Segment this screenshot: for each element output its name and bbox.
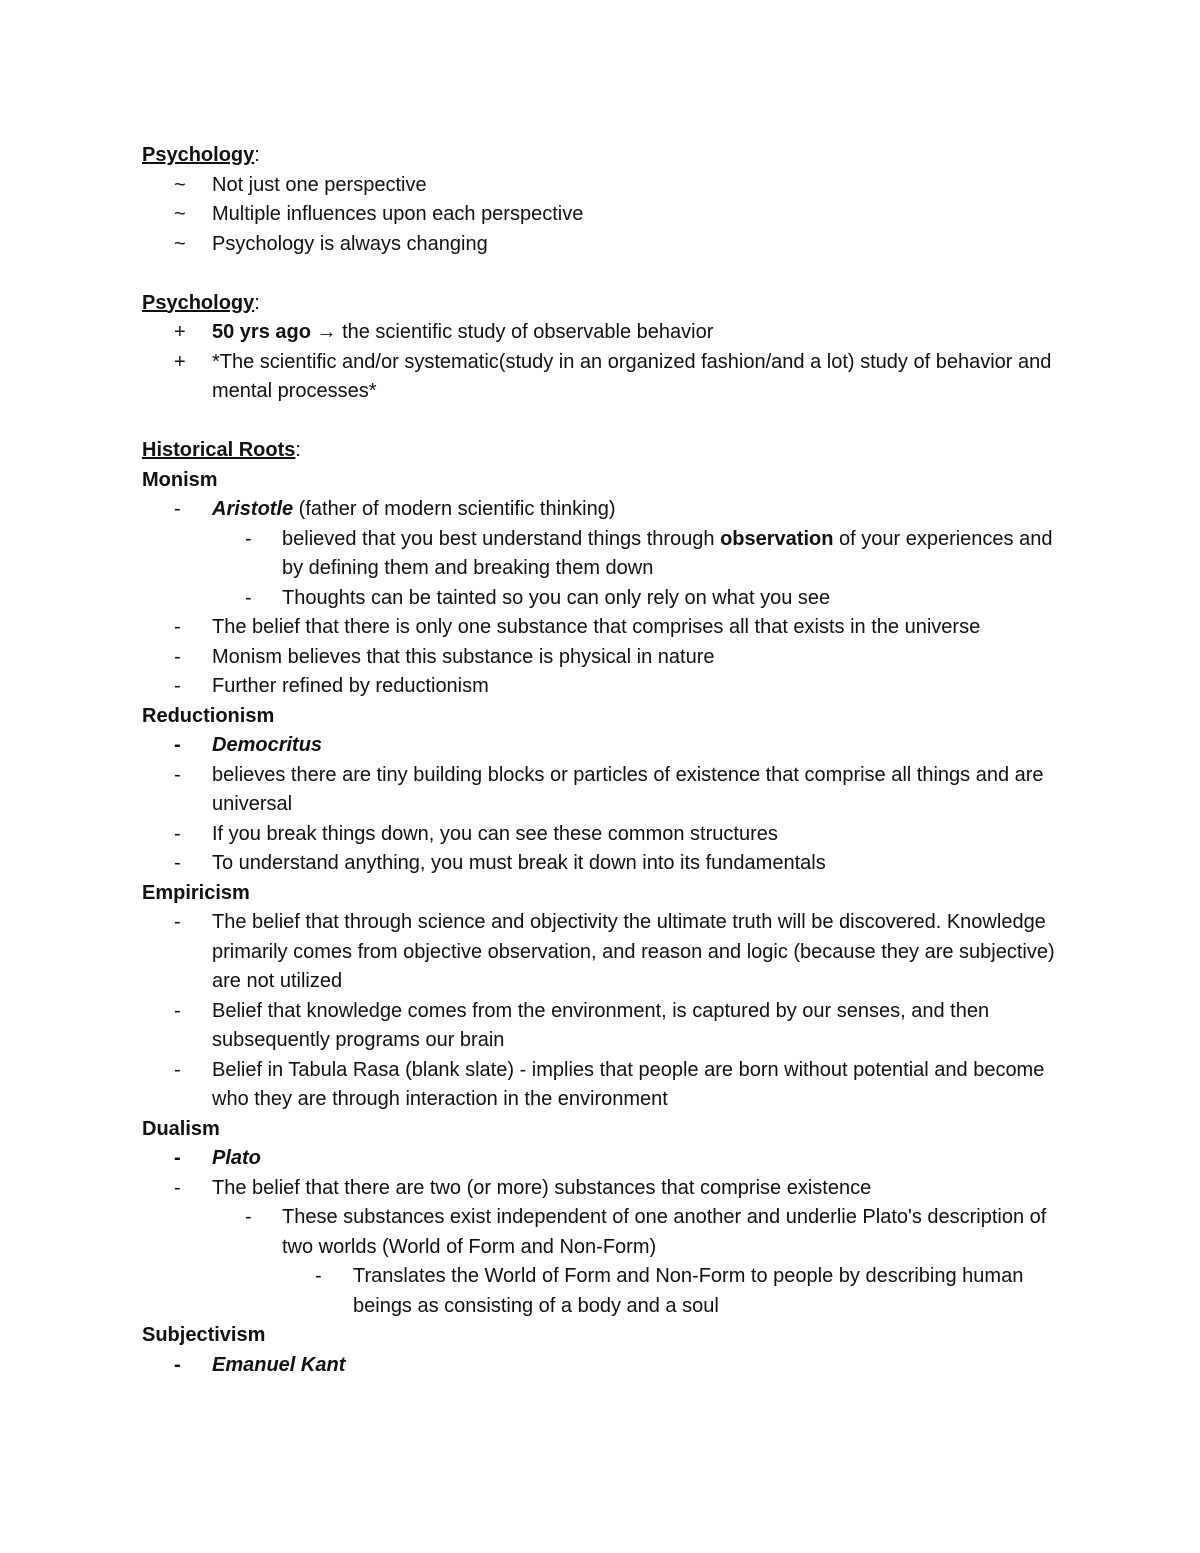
list-item-text: Thoughts can be tainted so you can only rely on what you see (282, 586, 831, 609)
dash-bullet: - (174, 675, 181, 697)
plus-bullet: + (174, 350, 186, 373)
dash-bullet: - (245, 586, 252, 609)
list-item-text: Multiple influences upon each perspective (212, 203, 584, 225)
list-item-text: Belief that knowledge comes from the environment, is captured by our senses, and then subsequently programs our brain (212, 999, 990, 1051)
dash-bullet: - (174, 498, 181, 520)
subheading-monism: Monism (142, 468, 218, 491)
heading-colon: : (254, 291, 260, 314)
list-item (142, 761, 1062, 820)
list-item-text: Further refined by reductionism (212, 675, 489, 697)
dash-bullet: - (174, 1353, 181, 1376)
tilde-bullet: ~ (174, 203, 186, 225)
list-item (142, 348, 1062, 407)
list-item-text: Translates the World of Form and Non-Form to people by describing human beings as consisting of a body and a soul (353, 1265, 1024, 1317)
spacer (142, 407, 1062, 437)
dash-bullet: - (174, 1176, 181, 1199)
list-item (142, 849, 1062, 879)
list-item (142, 1262, 1062, 1321)
dash-bullet: - (174, 616, 181, 638)
list-item-text: If you break things down, you can see these common structures (212, 822, 778, 845)
subheading-subjectivism: Subjectivism (142, 1324, 266, 1346)
list-item-text: The belief that there is only one substance that comprises all that exists in the universe (212, 616, 981, 638)
person-name: Aristotle (212, 498, 294, 520)
list-item (142, 230, 1062, 260)
dash-bullet: - (174, 911, 181, 933)
dash-bullet: - (174, 1058, 181, 1081)
list-item (142, 318, 1062, 348)
list-item (142, 672, 1062, 702)
dash-bullet: - (174, 822, 181, 845)
list-item (142, 731, 1062, 761)
list-item-text: The belief that through science and objectivity the ultimate truth will be discovered. Knowledge primarily comes from objective observation, and reason and logic (because they are subjective) are not utilized (212, 911, 1055, 992)
dash-bullet: - (315, 1265, 322, 1287)
dash-bullet: - (245, 1206, 252, 1228)
person-name: Plato (212, 1147, 261, 1169)
list-item-text: These substances exist independent of one another and underlie Plato's description of two worlds (World of Form and Non-Form) (282, 1206, 1047, 1258)
section-heading-psychology-1 (142, 141, 1062, 171)
subheading-reductionism: Reductionism (142, 704, 275, 727)
plus-bullet: + (174, 321, 186, 343)
subheading-dualism: Dualism (142, 1117, 220, 1140)
section-heading-psychology-2 (142, 289, 1062, 319)
dash-bullet: - (174, 734, 181, 756)
list-item-text: *The scientific and/or systematic(study in an organized fashion/and a lot) study of behavior and mental processes* (212, 350, 1052, 402)
list-item (142, 997, 1062, 1056)
heading-colon: : (254, 144, 260, 166)
list-item (142, 584, 1062, 614)
spacer (142, 259, 1062, 289)
list-item (142, 171, 1062, 201)
list-item (142, 1203, 1062, 1262)
heading-text: Historical Roots (142, 439, 296, 461)
list-item (142, 1351, 1062, 1381)
dash-bullet: - (245, 527, 252, 550)
list-item (142, 1056, 1062, 1115)
bold-phrase: observation (720, 527, 834, 550)
list-item-text: Belief in Tabula Rasa (blank slate) - implies that people are born without potential and become who they are through interaction in the environment (212, 1058, 1045, 1110)
list-item-text: Psychology is always changing (212, 232, 488, 255)
list-item (142, 525, 1062, 584)
list-item-text: The belief that there are two (or more) substances that comprise existence (212, 1176, 872, 1199)
dash-bullet: - (174, 763, 181, 786)
list-item (142, 1144, 1062, 1174)
list-item (142, 820, 1062, 850)
bold-phrase: 50 yrs ago (212, 321, 311, 343)
dash-bullet: - (174, 1147, 181, 1169)
dash-bullet: - (174, 852, 181, 874)
list-item-text: believed that you best understand things through (282, 527, 721, 550)
subheading-empiricism: Empiricism (142, 881, 250, 904)
list-item (142, 908, 1062, 997)
list-item (142, 200, 1062, 230)
tilde-bullet: ~ (174, 232, 186, 255)
document-content (142, 141, 1062, 1380)
heading-colon: : (295, 439, 301, 461)
heading-text: Psychology (142, 144, 255, 166)
list-item (142, 613, 1062, 643)
list-item-text: Not just one perspective (212, 173, 427, 196)
list-item-text: believes there are tiny building blocks or particles of existence that comprise all things and are universal (212, 763, 1044, 815)
list-item-text: → the scientific study of observable behavior (310, 321, 714, 343)
list-item (142, 495, 1062, 525)
list-item (142, 1174, 1062, 1204)
dash-bullet: - (174, 999, 181, 1022)
list-item-text: (father of modern scientific thinking) (293, 498, 616, 520)
list-item-text: Monism believes that this substance is physical in nature (212, 645, 715, 668)
dash-bullet: - (174, 645, 181, 668)
tilde-bullet: ~ (174, 173, 186, 196)
section-heading-historical-roots (142, 436, 1062, 466)
list-item (142, 643, 1062, 673)
person-name: Democritus (212, 734, 323, 756)
list-item-text: of your experiences and by defining them and breaking them down (282, 527, 1053, 579)
person-name: Emanuel Kant (212, 1353, 346, 1376)
heading-text: Psychology (142, 291, 255, 314)
list-item-text: To understand anything, you must break it down into its fundamentals (212, 852, 826, 874)
